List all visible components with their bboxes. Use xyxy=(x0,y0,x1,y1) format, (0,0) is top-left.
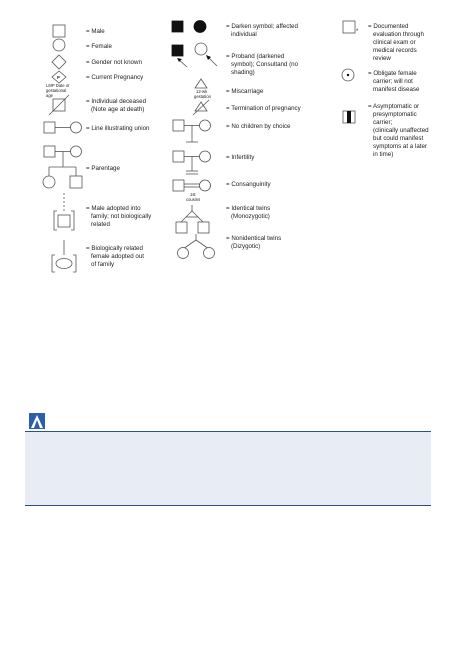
documented-symbol xyxy=(343,21,355,33)
note-box xyxy=(25,431,431,506)
proband-label-2: symbol); Consultand (no xyxy=(231,61,299,68)
proband-symbol xyxy=(172,45,183,56)
adopted-out-label-2: female adopted out xyxy=(91,253,144,260)
note-icon xyxy=(29,413,45,429)
parentage-son xyxy=(70,176,82,188)
lmp-note-3: age xyxy=(46,93,53,98)
adopted-out-label-3: of family xyxy=(91,261,115,268)
union-female xyxy=(71,122,82,133)
identical-branch-right xyxy=(192,211,203,222)
nonidentical-twin-1 xyxy=(178,248,189,259)
deceased-label-1: = Individual deceased xyxy=(86,98,147,105)
consanguinity-male xyxy=(173,180,184,191)
obligate-label-3: manifest disease xyxy=(373,86,420,93)
documented-asterisk: * xyxy=(356,29,359,35)
adopted-in-male xyxy=(58,215,70,227)
asymptomatic-label-6: symptoms at a later xyxy=(373,143,427,150)
proband-label-3: shading) xyxy=(231,69,255,76)
asymptomatic-label-1: = Asymptomatic or xyxy=(368,103,420,110)
female-label: = Female xyxy=(86,43,112,50)
male-label: = Male xyxy=(86,28,105,35)
female-symbol xyxy=(53,39,65,51)
affected-label-1: = Darken symbol; affected xyxy=(226,23,298,30)
no-children-female xyxy=(200,120,211,131)
adopted-in-right-bracket xyxy=(71,211,74,230)
parentage-label: = Parentage xyxy=(86,165,120,172)
consanguinity-female xyxy=(200,180,211,191)
male-symbol xyxy=(53,25,65,37)
nonidentical-label-2: (Dizygotic) xyxy=(231,243,261,250)
asymptomatic-label-2: presymptomatic xyxy=(373,111,417,118)
deceased-label-2: (Note age at death) xyxy=(91,106,145,113)
parentage-mother xyxy=(71,146,82,157)
union-male xyxy=(44,122,55,133)
unknown-gender-symbol xyxy=(52,55,66,69)
affected-male-symbol xyxy=(172,21,183,32)
adopted-in-left-bracket xyxy=(54,211,57,230)
pregnancy-letter: P xyxy=(57,75,60,80)
consultand-symbol xyxy=(195,43,207,55)
affected-female-symbol xyxy=(194,21,206,33)
adopted-out-female xyxy=(56,259,72,269)
no-children-male xyxy=(173,120,184,131)
miscarriage-label: = Miscarriage xyxy=(226,88,264,95)
adopted-out-right-bracket xyxy=(73,255,76,272)
consanguinity-sub-1: 1st xyxy=(190,192,196,197)
nonidentical-label-1: = Nonidentical twins xyxy=(226,235,282,242)
identical-label-2: (Monozygotic) xyxy=(231,213,270,220)
lmp-note-2: gestational xyxy=(46,88,67,93)
asymptomatic-label-4: (clinically unaffected xyxy=(373,127,429,134)
unknown-gender-label: = Gender not known xyxy=(86,59,142,66)
infertility-male xyxy=(173,151,184,162)
asymptomatic-carrier-bar xyxy=(347,111,351,123)
deceased-slash xyxy=(49,95,69,115)
documented-label-1: = Documented xyxy=(368,23,409,30)
adopted-out-left-bracket xyxy=(52,255,55,272)
no-children-label: = No children by choice xyxy=(226,123,291,130)
termination-label: = Termination of pregnancy xyxy=(226,105,301,112)
documented-label-5: review xyxy=(373,55,391,62)
infertility-female xyxy=(200,151,211,162)
asymptomatic-label-3: carrier; xyxy=(373,119,393,126)
pregnancy-label: = Current Pregnancy xyxy=(86,74,144,81)
miscarriage-sub-1: 12-wk xyxy=(196,89,208,94)
identical-label-1: = Identical twins xyxy=(226,205,271,212)
documented-label-2: evaluation through xyxy=(373,31,424,38)
parentage-father xyxy=(44,146,55,157)
obligate-label-1: = Obligate female xyxy=(368,70,417,77)
identical-twin-2 xyxy=(198,222,209,233)
documented-label-4: medical records xyxy=(373,47,417,54)
adopted-out-label-1: = Biologically related xyxy=(86,245,143,252)
asymptomatic-label-5: but could manifest xyxy=(373,135,424,142)
nonidentical-twin-2 xyxy=(204,248,215,259)
miscarriage-symbol xyxy=(195,79,207,88)
infertility-label: = Infertility xyxy=(226,154,255,161)
documented-label-3: clinical exam or xyxy=(373,39,416,46)
miscarriage-sub-2: gestation xyxy=(194,94,211,99)
adopted-in-label-3: related xyxy=(91,221,110,228)
identical-twin-1 xyxy=(176,222,187,233)
adopted-in-label-2: family; not biologically xyxy=(91,213,152,220)
obligate-label-2: carrier; will not xyxy=(373,78,413,85)
parentage-daughter xyxy=(43,176,55,188)
asymptomatic-label-7: in time) xyxy=(373,151,394,158)
consanguinity-label: = Consanguinity xyxy=(226,181,271,188)
union-label: = Line illustrating union xyxy=(86,125,150,132)
lmp-note-1: LMP Date or xyxy=(46,83,70,88)
adopted-in-label-1: = Male adopted into xyxy=(86,205,141,212)
affected-label-2: individual xyxy=(231,31,257,38)
consanguinity-sub-2: cousins xyxy=(186,197,201,202)
proband-label-1: = Proband (darkened xyxy=(226,53,285,60)
obligate-carrier-dot xyxy=(347,74,349,76)
identical-branch-left xyxy=(181,211,192,222)
